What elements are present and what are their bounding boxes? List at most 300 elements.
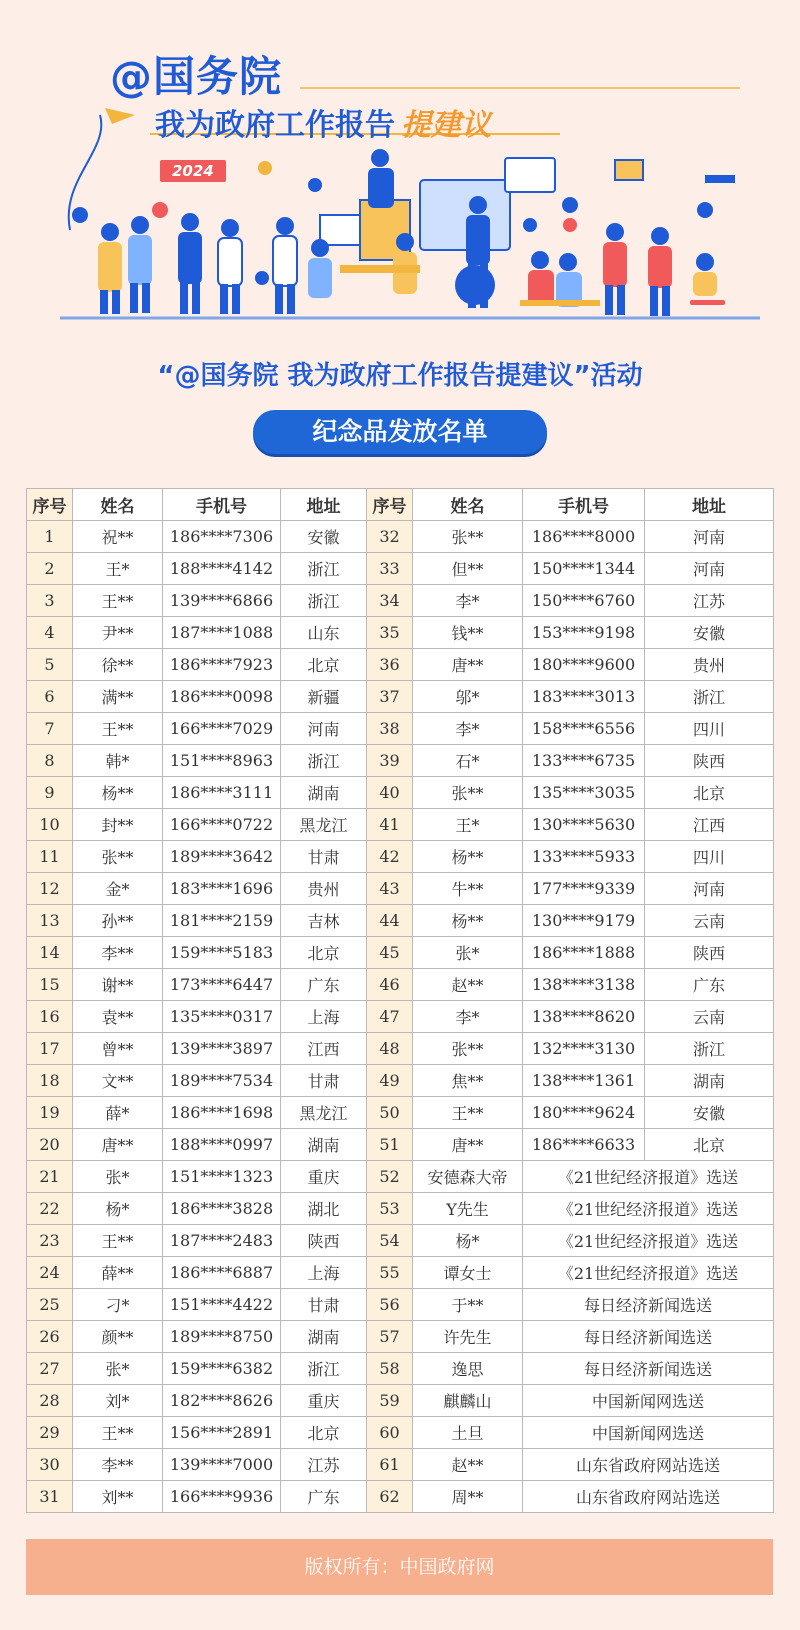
cell-name: 逸思 [413,1353,523,1385]
cell-address: 浙江 [281,1353,367,1385]
cell-address: 广东 [645,969,774,1001]
cell-address: 四川 [645,841,774,873]
cell-address: 广东 [281,969,367,1001]
cell-name: 杨** [73,777,163,809]
cell-phone: 180****9624 [523,1097,645,1129]
cell-phone: 186****1698 [163,1097,281,1129]
cell-address: 云南 [645,1001,774,1033]
cell-address: 北京 [281,937,367,969]
paper-plane-icon [105,108,135,124]
header-index: 序号 [27,489,73,521]
cell-index: 41 [367,809,413,841]
cell-name: Y先生 [413,1193,523,1225]
cell-index: 37 [367,681,413,713]
location-icon [152,202,168,218]
cell-phone: 151****4422 [163,1289,281,1321]
cell-index: 40 [367,777,413,809]
cell-phone: 153****9198 [523,617,645,649]
cell-name: 李* [413,713,523,745]
cell-name: 李** [73,1449,163,1481]
envelope-icon [615,160,643,180]
cell-name: 王** [73,1225,163,1257]
cell-index: 57 [367,1321,413,1353]
cell-name: 赵** [413,969,523,1001]
cell-phone: 177****9339 [523,873,645,905]
cell-address: 新疆 [281,681,367,713]
cell-phone: 189****8750 [163,1321,281,1353]
cell-phone: 150****1344 [523,553,645,585]
cell-address: 浙江 [281,553,367,585]
cell-name: 杨** [413,841,523,873]
cell-address: 甘肃 [281,1289,367,1321]
table-row [27,937,774,969]
table-row [27,841,774,873]
cell-index: 32 [367,521,413,553]
cell-index: 45 [367,937,413,969]
table-row [27,1353,774,1385]
cell-address: 贵州 [281,873,367,905]
cell-index: 2 [27,553,73,585]
cell-name: 张** [413,777,523,809]
cell-phone: 189****7534 [163,1065,281,1097]
header-index: 序号 [367,489,413,521]
cell-address: 湖南 [281,1129,367,1161]
cell-address: 浙江 [645,681,774,713]
cell-name: 李* [413,1001,523,1033]
cell-phone: 139****6866 [163,585,281,617]
cell-source: 《21世纪经济报道》选送 [523,1225,774,1257]
cell-index: 42 [367,841,413,873]
cell-address: 河南 [645,553,774,585]
cell-index: 23 [27,1225,73,1257]
cell-name: 赵** [413,1449,523,1481]
cell-address: 山东 [281,617,367,649]
cell-name: 王** [413,1097,523,1129]
cell-phone: 186****7306 [163,521,281,553]
cell-index: 6 [27,681,73,713]
cell-index: 9 [27,777,73,809]
cell-name: 杨* [413,1225,523,1257]
cell-address: 湖南 [645,1065,774,1097]
cell-phone: 186****3111 [163,777,281,809]
phone-icon [523,218,537,232]
cell-phone: 173****6447 [163,969,281,1001]
cell-index: 3 [27,585,73,617]
cell-source: 《21世纪经济报道》选送 [523,1193,774,1225]
cell-source: 中国新闻网选送 [523,1417,774,1449]
cell-index: 4 [27,617,73,649]
banner-title: @国务院 [110,52,283,101]
cell-name: 薛* [73,1097,163,1129]
cell-name: 张* [73,1161,163,1193]
header-phone: 手机号 [163,489,281,521]
list-title-pill: 纪念品发放名单 [253,410,547,454]
cell-name: 焦** [413,1065,523,1097]
table-row [27,873,774,905]
cell-phone: 186****0098 [163,681,281,713]
cell-address: 甘肃 [281,1065,367,1097]
copyright-footer: 版权所有：中国政府网 [26,1539,773,1595]
table-row [27,905,774,937]
cell-phone: 135****0317 [163,1001,281,1033]
mail-circle-icon [72,207,88,223]
cell-name: 尹** [73,617,163,649]
cell-name: 石* [413,745,523,777]
cell-phone: 138****1361 [523,1065,645,1097]
cell-index: 15 [27,969,73,1001]
cell-phone: 186****1888 [523,937,645,969]
cell-phone: 135****3035 [523,777,645,809]
cell-address: 贵州 [645,649,774,681]
cell-phone: 159****6382 [163,1353,281,1385]
table-row [27,1129,774,1161]
cell-index: 14 [27,937,73,969]
cell-address: 江苏 [281,1449,367,1481]
table-row [27,1449,774,1481]
cell-address: 广东 [281,1481,367,1513]
cell-address: 江西 [645,809,774,841]
table-row [27,713,774,745]
table-row [27,745,774,777]
cell-index: 25 [27,1289,73,1321]
cell-name: 韩* [73,745,163,777]
cell-name: 张** [413,521,523,553]
cell-index: 53 [367,1193,413,1225]
cell-index: 5 [27,649,73,681]
cell-address: 安徽 [281,521,367,553]
cell-address: 安徽 [645,1097,774,1129]
table-row [27,585,774,617]
cell-phone: 186****7923 [163,649,281,681]
table-row [27,1289,774,1321]
coin-icon [258,161,272,175]
cell-address: 浙江 [281,745,367,777]
cell-address: 甘肃 [281,841,367,873]
cell-source: 《21世纪经济报道》选送 [523,1161,774,1193]
cell-phone: 188****0997 [163,1129,281,1161]
cell-index: 24 [27,1257,73,1289]
cell-phone: 166****0722 [163,809,281,841]
cell-index: 47 [367,1001,413,1033]
cell-address: 浙江 [281,585,367,617]
table-row [27,1193,774,1225]
cell-index: 34 [367,585,413,617]
cell-name: 张* [413,937,523,969]
cell-phone: 186****6887 [163,1257,281,1289]
cell-index: 21 [27,1161,73,1193]
cell-name: 文** [73,1065,163,1097]
table-row [27,1065,774,1097]
cell-index: 39 [367,745,413,777]
cell-index: 38 [367,713,413,745]
table-row [27,521,774,553]
cell-index: 16 [27,1001,73,1033]
user-circle-icon [562,197,578,213]
table-row [27,1001,774,1033]
header-name: 姓名 [413,489,523,521]
cell-index: 28 [27,1385,73,1417]
cell-index: 50 [367,1097,413,1129]
cell-name: 李** [73,937,163,969]
cell-source: 每日经济新闻选送 [523,1321,774,1353]
table-row [27,649,774,681]
cell-index: 44 [367,905,413,937]
cell-name: 麒麟山 [413,1385,523,1417]
header-address: 地址 [281,489,367,521]
cell-address: 黑龙江 [281,809,367,841]
cell-index: 48 [367,1033,413,1065]
cell-source: 中国新闻网选送 [523,1385,774,1417]
cell-index: 54 [367,1225,413,1257]
cell-name: 土旦 [413,1417,523,1449]
cell-phone: 130****9179 [523,905,645,937]
cell-address: 云南 [645,905,774,937]
cell-index: 43 [367,873,413,905]
cell-index: 46 [367,969,413,1001]
winners-table [26,488,774,1513]
cell-index: 1 [27,521,73,553]
cell-index: 20 [27,1129,73,1161]
cell-name: 刘* [73,1385,163,1417]
cell-index: 7 [27,713,73,745]
table-row [27,1417,774,1449]
cell-name: 王* [73,553,163,585]
cell-name: 杨* [73,1193,163,1225]
chat-icon [308,178,322,192]
table-row [27,617,774,649]
cell-index: 33 [367,553,413,585]
cell-index: 29 [27,1417,73,1449]
cell-source: 《21世纪经济报道》选送 [523,1257,774,1289]
cell-phone: 180****9600 [523,649,645,681]
cell-name: 满** [73,681,163,713]
cell-phone: 151****8963 [163,745,281,777]
cell-address: 河南 [281,713,367,745]
cell-index: 26 [27,1321,73,1353]
cell-address: 北京 [281,649,367,681]
table-row [27,1321,774,1353]
cell-phone: 156****2891 [163,1417,281,1449]
cell-index: 13 [27,905,73,937]
cell-phone: 133****5933 [523,841,645,873]
header-name: 姓名 [73,489,163,521]
cell-name: 邬* [413,681,523,713]
drone-icon [705,175,735,183]
cell-index: 62 [367,1481,413,1513]
cell-source: 山东省政府网站选送 [523,1449,774,1481]
cell-name: 祝** [73,521,163,553]
cell-address: 上海 [281,1257,367,1289]
cell-name: 于** [413,1289,523,1321]
cell-address: 江苏 [645,585,774,617]
cell-address: 北京 [645,777,774,809]
cell-index: 18 [27,1065,73,1097]
cell-phone: 139****7000 [163,1449,281,1481]
cell-name: 刁* [73,1289,163,1321]
cell-name: 安德森大帝 [413,1161,523,1193]
cell-name: 李* [413,585,523,617]
cell-phone: 138****3138 [523,969,645,1001]
cell-index: 10 [27,809,73,841]
banner-subtitle [155,100,491,144]
cell-phone: 150****6760 [523,585,645,617]
cell-index: 51 [367,1129,413,1161]
cell-index: 35 [367,617,413,649]
cell-phone: 130****5630 [523,809,645,841]
cell-name: 薛** [73,1257,163,1289]
cell-source: 每日经济新闻选送 [523,1353,774,1385]
cell-address: 湖北 [281,1193,367,1225]
cell-address: 黑龙江 [281,1097,367,1129]
cell-address: 北京 [645,1129,774,1161]
cell-name: 王* [413,809,523,841]
table-row [27,777,774,809]
cell-name: 刘** [73,1481,163,1513]
cell-phone: 151****1323 [163,1161,281,1193]
cell-phone: 186****8000 [523,521,645,553]
year-badge: 2024 [160,160,226,182]
cell-address: 湖南 [281,777,367,809]
table-row [27,1161,774,1193]
cell-phone: 138****8620 [523,1001,645,1033]
cell-phone: 158****6556 [523,713,645,745]
cell-phone: 189****3642 [163,841,281,873]
table-row [27,681,774,713]
cell-index: 30 [27,1449,73,1481]
cell-address: 四川 [645,713,774,745]
cell-phone: 186****6633 [523,1129,645,1161]
cell-index: 55 [367,1257,413,1289]
table-row [27,1257,774,1289]
cell-name: 唐** [73,1129,163,1161]
cell-index: 61 [367,1449,413,1481]
cell-source: 山东省政府网站选送 [523,1481,774,1513]
cell-index: 58 [367,1353,413,1385]
cell-index: 8 [27,745,73,777]
cell-index: 59 [367,1385,413,1417]
cell-index: 19 [27,1097,73,1129]
cell-name: 唐** [413,649,523,681]
cell-phone: 186****3828 [163,1193,281,1225]
table-row [27,1385,774,1417]
cell-name: 唐** [413,1129,523,1161]
cell-phone: 181****2159 [163,905,281,937]
cell-name: 许先生 [413,1321,523,1353]
lock-icon [255,271,269,285]
cell-index: 12 [27,873,73,905]
cell-address: 上海 [281,1001,367,1033]
cell-phone: 182****8626 [163,1385,281,1417]
table-row [27,809,774,841]
cell-address: 陕西 [645,745,774,777]
cell-name: 谭女士 [413,1257,523,1289]
cell-address: 陕西 [281,1225,367,1257]
cell-address: 吉林 [281,905,367,937]
cell-index: 52 [367,1161,413,1193]
cell-index: 60 [367,1417,413,1449]
table-row [27,553,774,585]
cell-name: 孙** [73,905,163,937]
cell-phone: 187****1088 [163,617,281,649]
table-row [27,1225,774,1257]
home-icon [697,202,713,218]
cell-address: 陕西 [645,937,774,969]
cell-index: 27 [27,1353,73,1385]
table-row [27,969,774,1001]
cell-phone: 139****3897 [163,1033,281,1065]
cell-address: 湖南 [281,1321,367,1353]
cell-index: 11 [27,841,73,873]
cell-phone: 166****7029 [163,713,281,745]
cell-phone: 183****1696 [163,873,281,905]
banner-subtitle-accent: 提建议 [401,108,491,143]
cell-address: 重庆 [281,1161,367,1193]
cell-name: 封** [73,809,163,841]
cell-name: 张* [73,1353,163,1385]
cell-address: 河南 [645,873,774,905]
cell-phone: 188****4142 [163,553,281,585]
cell-index: 36 [367,649,413,681]
cell-address: 江西 [281,1033,367,1065]
table-row [27,1033,774,1065]
cell-address: 河南 [645,521,774,553]
cell-name: 但** [413,553,523,585]
cell-phone: 183****3013 [523,681,645,713]
cell-name: 杨** [413,905,523,937]
cell-index: 56 [367,1289,413,1321]
cell-address: 浙江 [645,1033,774,1065]
page-heading: “@国务院 我为政府工作报告提建议”活动 [157,361,643,391]
cell-name: 张** [73,841,163,873]
header-banner [0,0,800,330]
cell-index: 17 [27,1033,73,1065]
cell-phone: 187****2483 [163,1225,281,1257]
cell-name: 徐** [73,649,163,681]
cell-index: 49 [367,1065,413,1097]
cell-name: 袁** [73,1001,163,1033]
cell-name: 牛** [413,873,523,905]
cell-address: 安徽 [645,617,774,649]
cell-address: 重庆 [281,1385,367,1417]
cell-name: 钱** [413,617,523,649]
cell-phone: 166****9936 [163,1481,281,1513]
cell-index: 31 [27,1481,73,1513]
cell-phone: 132****3130 [523,1033,645,1065]
heart-icon [563,218,577,232]
cell-name: 曾** [73,1033,163,1065]
cell-phone: 159****5183 [163,937,281,969]
cell-name: 王** [73,713,163,745]
header-address: 地址 [645,489,774,521]
table-row [27,1481,774,1513]
cell-name: 周** [413,1481,523,1513]
header-phone: 手机号 [523,489,645,521]
table-header-row [27,489,774,521]
people-group-left [98,213,297,314]
cell-name: 谢** [73,969,163,1001]
cell-name: 张** [413,1033,523,1065]
cell-name: 颜** [73,1321,163,1353]
cell-name: 王** [73,585,163,617]
cell-address: 北京 [281,1417,367,1449]
table-row [27,1097,774,1129]
cell-source: 每日经济新闻选送 [523,1289,774,1321]
cell-phone: 133****6735 [523,745,645,777]
cell-index: 22 [27,1193,73,1225]
banner-subtitle-main: 我为政府工作报告 [155,108,395,143]
cell-name: 王** [73,1417,163,1449]
cell-name: 金* [73,873,163,905]
